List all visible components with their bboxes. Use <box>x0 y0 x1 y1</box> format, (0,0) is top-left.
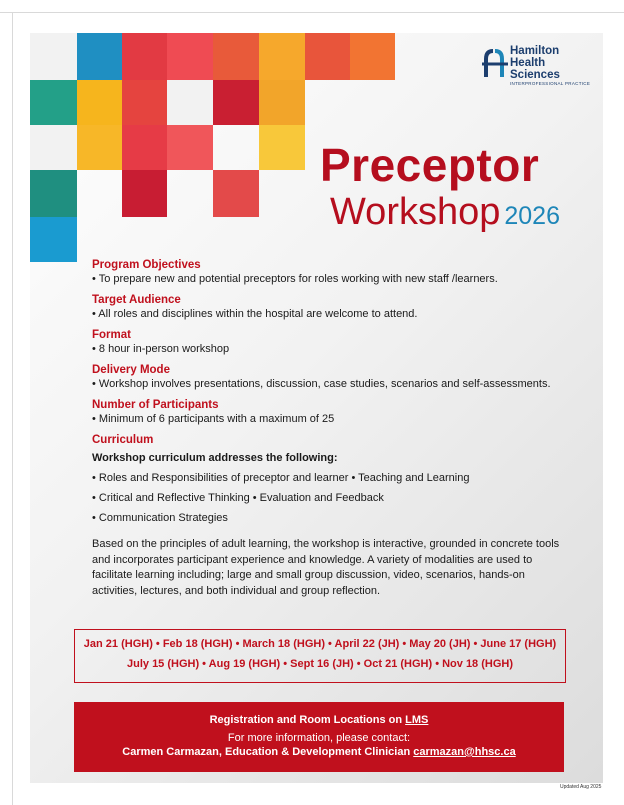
contact-name: Carmen Carmazan, Education & Development Clinician <box>122 746 414 758</box>
title-workshop <box>330 191 560 237</box>
hhs-logo-icon <box>482 47 508 79</box>
contact-email-link[interactable]: carmazan@hhsc.ca <box>413 746 516 758</box>
logo-line: Sciences <box>510 69 560 81</box>
mosaic-tile <box>167 80 213 125</box>
mosaic-tile <box>167 125 213 170</box>
mosaic-tile <box>77 80 122 125</box>
hhs-logo <box>482 41 597 91</box>
section-heading: Format <box>92 329 131 341</box>
section-heading: Number of Participants <box>92 399 219 411</box>
lms-link[interactable]: LMS <box>405 714 429 726</box>
mosaic-tile <box>122 125 167 170</box>
registration-line <box>74 713 564 727</box>
mosaic-tile <box>259 80 305 125</box>
content <box>92 259 602 599</box>
mosaic-tile <box>305 33 350 80</box>
curriculum-intro: Workshop curriculum addresses the following: <box>92 452 338 464</box>
mosaic-tile <box>30 217 77 262</box>
title-preceptor: Preceptor <box>320 139 540 191</box>
mosaic-tile <box>30 33 77 80</box>
logo-tagline: INTERPROFESSIONAL PRACTICE <box>510 81 591 86</box>
section-text: • To prepare new and potential preceptors for roles working with new staff /learners. <box>92 273 498 285</box>
mosaic-tile <box>167 33 213 80</box>
registration-banner <box>74 702 564 772</box>
section-text: • All roles and disciplines within the hospital are welcome to attend. <box>92 308 418 320</box>
title-year: 2026 <box>504 202 560 230</box>
hhs-logo-wordmark <box>510 45 560 81</box>
contact-line <box>74 745 564 759</box>
mosaic-tile <box>259 33 305 80</box>
page-top-border <box>0 12 624 13</box>
poster <box>30 33 603 783</box>
workshop-dates-box <box>74 629 566 683</box>
section-heading: Target Audience <box>92 294 181 306</box>
mosaic-tile <box>77 33 122 80</box>
curriculum-item: • Roles and Responsibilities of preceptor and learner • Teaching and Learning <box>92 472 470 484</box>
dates-row: July 15 (HGH) • Aug 19 (HGH) • Sept 16 (JH) • Oct 21 (HGH) • Nov 18 (HGH) <box>127 658 513 670</box>
logo-line: Hamilton <box>510 45 560 57</box>
section-heading: Delivery Mode <box>92 364 170 376</box>
mosaic-tile <box>30 170 77 217</box>
mosaic-tile <box>259 125 305 170</box>
mosaic-tile <box>350 33 395 80</box>
logo-line: Health <box>510 57 546 69</box>
curriculum-item: • Communication Strategies <box>92 512 228 524</box>
mosaic-tile <box>30 80 77 125</box>
curriculum-item: • Critical and Reflective Thinking • Evaluation and Feedback <box>92 492 384 504</box>
updated-note: Updated Aug 2025 <box>560 784 602 790</box>
page-left-border <box>12 12 13 805</box>
section-heading: Program Objectives <box>92 259 201 271</box>
dates-row: Jan 21 (HGH) • Feb 18 (HGH) • March 18 (HGH) • April 22 (JH) • May 20 (JH) • June 17 (HGH) <box>83 638 557 650</box>
mosaic-tile <box>213 170 259 217</box>
mosaic-tile <box>122 170 167 217</box>
section-text: • Minimum of 6 participants with a maximum of 25 <box>92 413 335 425</box>
section-text: • 8 hour in-person workshop <box>92 343 230 355</box>
registration-text: Registration and Room Locations on <box>209 714 406 726</box>
title-workshop-word: Workshop <box>330 191 501 233</box>
mosaic-tile <box>30 125 77 170</box>
curriculum-heading: Curriculum <box>92 434 154 446</box>
mosaic-tile <box>213 33 259 80</box>
mosaic-tile <box>122 80 167 125</box>
contact-intro: For more information, please contact: <box>227 732 411 744</box>
mosaic-tile <box>122 33 167 80</box>
section-text: • Workshop involves presentations, discussion, case studies, scenarios and self-assessments. <box>92 378 551 390</box>
mosaic-tile <box>77 125 122 170</box>
mosaic-tile <box>213 80 259 125</box>
curriculum-paragraph: Based on the principles of adult learning, the workshop is interactive, grounded in concrete tools and incorporates participant experience and knowledge. A variety of modalities are used to facilitate learning including; large and small group discussion, video, scenarios, hands-on activities, lectures, and both individual and group reflection. <box>92 538 560 597</box>
